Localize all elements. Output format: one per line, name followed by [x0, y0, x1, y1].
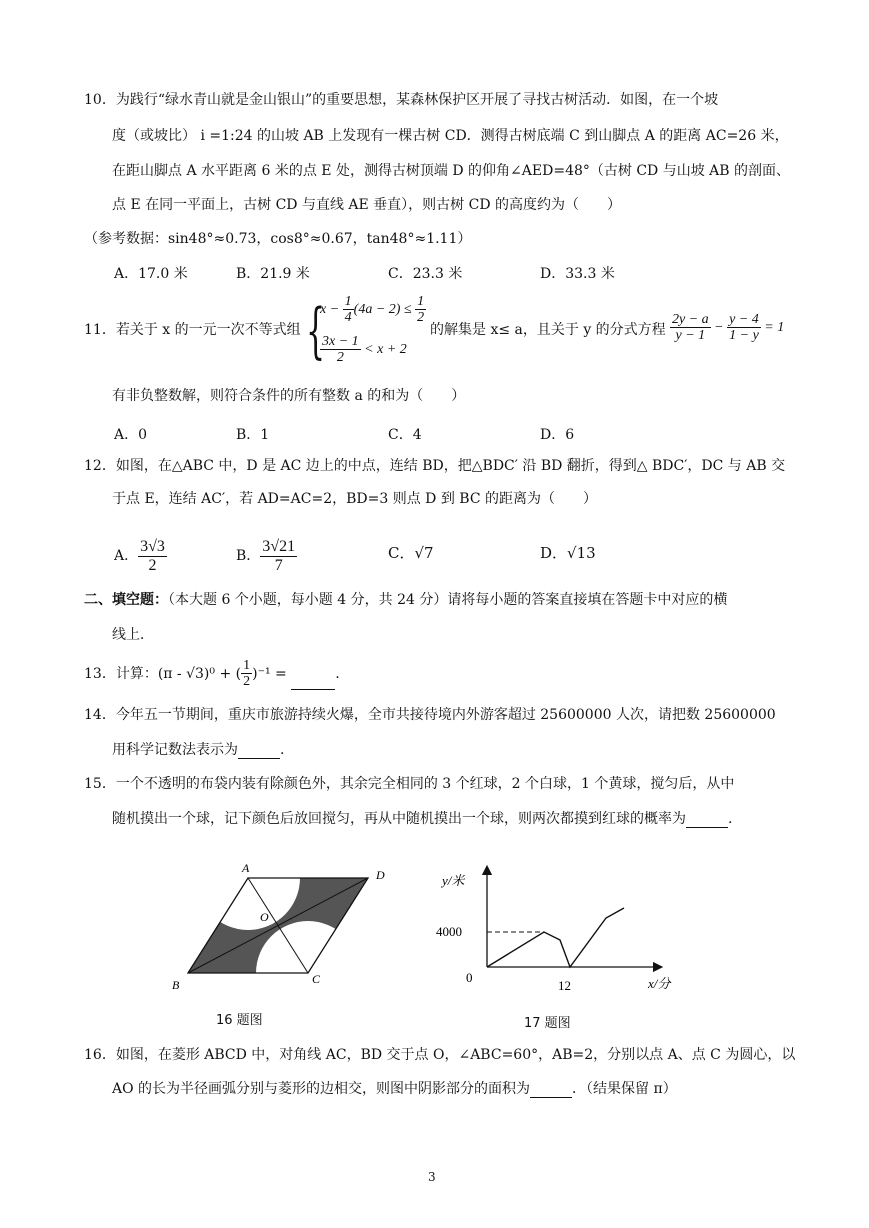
q12-option-b-label: B．: [236, 548, 261, 565]
q12-option-d: D．√13: [540, 544, 596, 562]
q13-frac-num: 1: [243, 658, 251, 673]
q11-lead: 11．若关于 x 的一元一次不等式组: [84, 322, 301, 338]
q13: [84, 658, 340, 690]
q12-options: [0, 528, 869, 578]
ineq2-den: 2: [336, 350, 344, 366]
section-2-header: [84, 592, 727, 609]
figure-16-rhombus: [160, 855, 400, 995]
system-brace: {: [306, 296, 326, 366]
eq2-num: y − 4: [729, 312, 759, 327]
q11-fraction-equation: [670, 312, 784, 344]
eq1-num: 2y − a: [672, 312, 709, 327]
eq-rest: = 1: [760, 320, 785, 336]
q16-end: ．（结果保留 π）: [572, 1081, 677, 1097]
x-axis-label: x/分: [648, 976, 671, 991]
page-number: 3: [428, 1170, 436, 1184]
q15-answer-blank[interactable]: [686, 813, 728, 828]
q15-line-2: [112, 811, 732, 828]
ineq2-rest: < x + 2: [360, 342, 407, 358]
eq1-den: y − 1: [675, 328, 706, 344]
q16-line-2-text: AO 的长为半径画弧分别与菱形的边相交，则图中阴影部分的面积为: [112, 1081, 531, 1097]
label-c: C: [312, 972, 321, 986]
q11-option-b: B．1: [236, 427, 270, 443]
q14-line-1: 14．今年五一节期间，重庆市旅游持续火爆，全市共接待境内外游客超过 25600000 人次，请把数 25600000: [84, 707, 776, 723]
y-axis-label: y/米: [442, 873, 465, 888]
q14-answer-blank[interactable]: [238, 744, 280, 759]
ineq1-frac-num: 1: [344, 294, 352, 309]
q12-option-a-den: 2: [148, 556, 157, 574]
q16-line-2: [112, 1081, 677, 1098]
y-tick-4000: 4000: [436, 924, 462, 939]
q12-option-a-label: A．: [114, 548, 139, 565]
q12-option-b-num: 3√21: [262, 538, 296, 555]
label-d: D: [376, 868, 385, 882]
section-2-instructions: （本大题 6 个小题，每小题 4 分，共 24 分）请将每小题的答案直接填在答题卡中对应的横: [168, 592, 728, 608]
q13-frac-den: 2: [243, 674, 251, 690]
section-2-title: 二、填空题：: [84, 592, 168, 608]
q16-answer-blank[interactable]: [530, 1083, 572, 1098]
q15-line-2-text: 随机摸出一个球，记下颜色后放回搅匀，再从中随机摸出一个球，则两次都摸到红球的概率为: [112, 811, 686, 827]
ineq2-num: 3x − 1: [322, 334, 359, 349]
label-a: A: [242, 861, 250, 875]
q11-mid: 的解集是 x≤ a，且关于 y 的分式方程: [430, 322, 666, 338]
q12-option-a-num: 3√3: [140, 538, 165, 555]
q12-option-b-den: 7: [274, 556, 283, 574]
q10-option-d: D．33.3 米: [540, 266, 615, 282]
section-2-line-2: 线上．: [112, 627, 154, 643]
q15-end: .: [728, 811, 733, 827]
q12-line-2: 于点 E，连结 AC′，若 AD=AC=2，BD=3 则点 D 到 BC 的距离为（ ）: [112, 491, 597, 507]
q13-end: .: [335, 665, 340, 682]
ineq1-rhs-den: 2: [417, 310, 425, 326]
q13-answer-blank[interactable]: [291, 675, 335, 690]
q16-line-1: 16．如图，在菱形 ABCD 中，对角线 AC，BD 交于点 O，∠ABC=60°，AB=2，分别以点 A、点 C 为圆心，以: [84, 1047, 796, 1063]
q13-lead: 13．计算：(π - √3)⁰ + (: [84, 665, 242, 682]
q15-line-1: 15．一个不透明的布袋内装有除颜色外，其余完全相同的 3 个红球，2 个白球，1 个黄球，搅匀后，从中: [84, 776, 735, 792]
q11-option-a: A．0: [114, 427, 148, 443]
x-tick-12: 12: [558, 978, 571, 993]
q10-option-a: A．17.0 米: [114, 266, 188, 282]
q11-line-2: 有非负整数解，则符合条件的所有整数 a 的和为（ ）: [112, 388, 466, 404]
q11-option-d: D．6: [540, 427, 575, 443]
q14-line-2-text: 用科学记数法表示为: [112, 742, 238, 758]
figure-16-caption: 16 题图: [216, 1013, 263, 1028]
q11-inequality-system: [306, 294, 426, 376]
ineq1-rhs-num: 1: [417, 294, 425, 309]
q10-line-1: 10．为践行“绿水青山就是金山银山”的重要思想，某森林保护区开展了寻找古树活动．如图，在一个坡: [84, 92, 719, 108]
figure-17-graph: [430, 860, 690, 995]
q11-option-c: C．4: [388, 427, 422, 443]
ineq1-lhs: x −: [320, 302, 343, 318]
ineq1-frac-den: 4: [344, 310, 352, 326]
ineq1-mid: (4a − 2) ≤: [353, 302, 416, 318]
q10-line-2: 度（或坡比） i =1:24 的山坡 AB 上发现有一棵古树 CD．测得古树底端 C 到山脚点 A 的距离 AC=26 米，: [112, 128, 789, 144]
figure-17-caption: 17 题图: [524, 1016, 571, 1031]
q12-line-1: 12．如图，在△ABC 中，D 是 AC 边上的中点，连结 BD，把△BDC′ 沿 BD 翻折，得到△ BDC′，DC 与 AB 交: [84, 458, 786, 474]
eq-minus: −: [710, 320, 728, 336]
q10-line-3: 在距山脚点 A 水平距离 6 米的点 E 处，测得古树顶端 D 的仰角∠AED=48°（古树 CD 与山坡 AB 的剖面、: [112, 163, 791, 179]
label-b: B: [172, 978, 180, 992]
q14-end: .: [280, 742, 285, 758]
q10-option-c: C．23.3 米: [388, 266, 463, 282]
graph-line: [487, 908, 624, 967]
q10-option-b: B．21.9 米: [236, 266, 310, 282]
origin-label: 0: [466, 970, 473, 985]
q14-line-2: [112, 742, 284, 759]
label-o: O: [260, 910, 269, 924]
q13-tail: )⁻¹ =: [252, 665, 292, 682]
q10-line-4: 点 E 在同一平面上，古树 CD 与直线 AE 垂直），则古树 CD 的高度约为（ ）: [112, 197, 622, 213]
q12-option-c: C．√7: [388, 544, 434, 562]
eq2-den: 1 − y: [729, 328, 759, 344]
q10-reference-data: （参考数据：sin48°≈0.73，cos8°≈0.67，tan48°≈1.11）: [84, 231, 472, 247]
